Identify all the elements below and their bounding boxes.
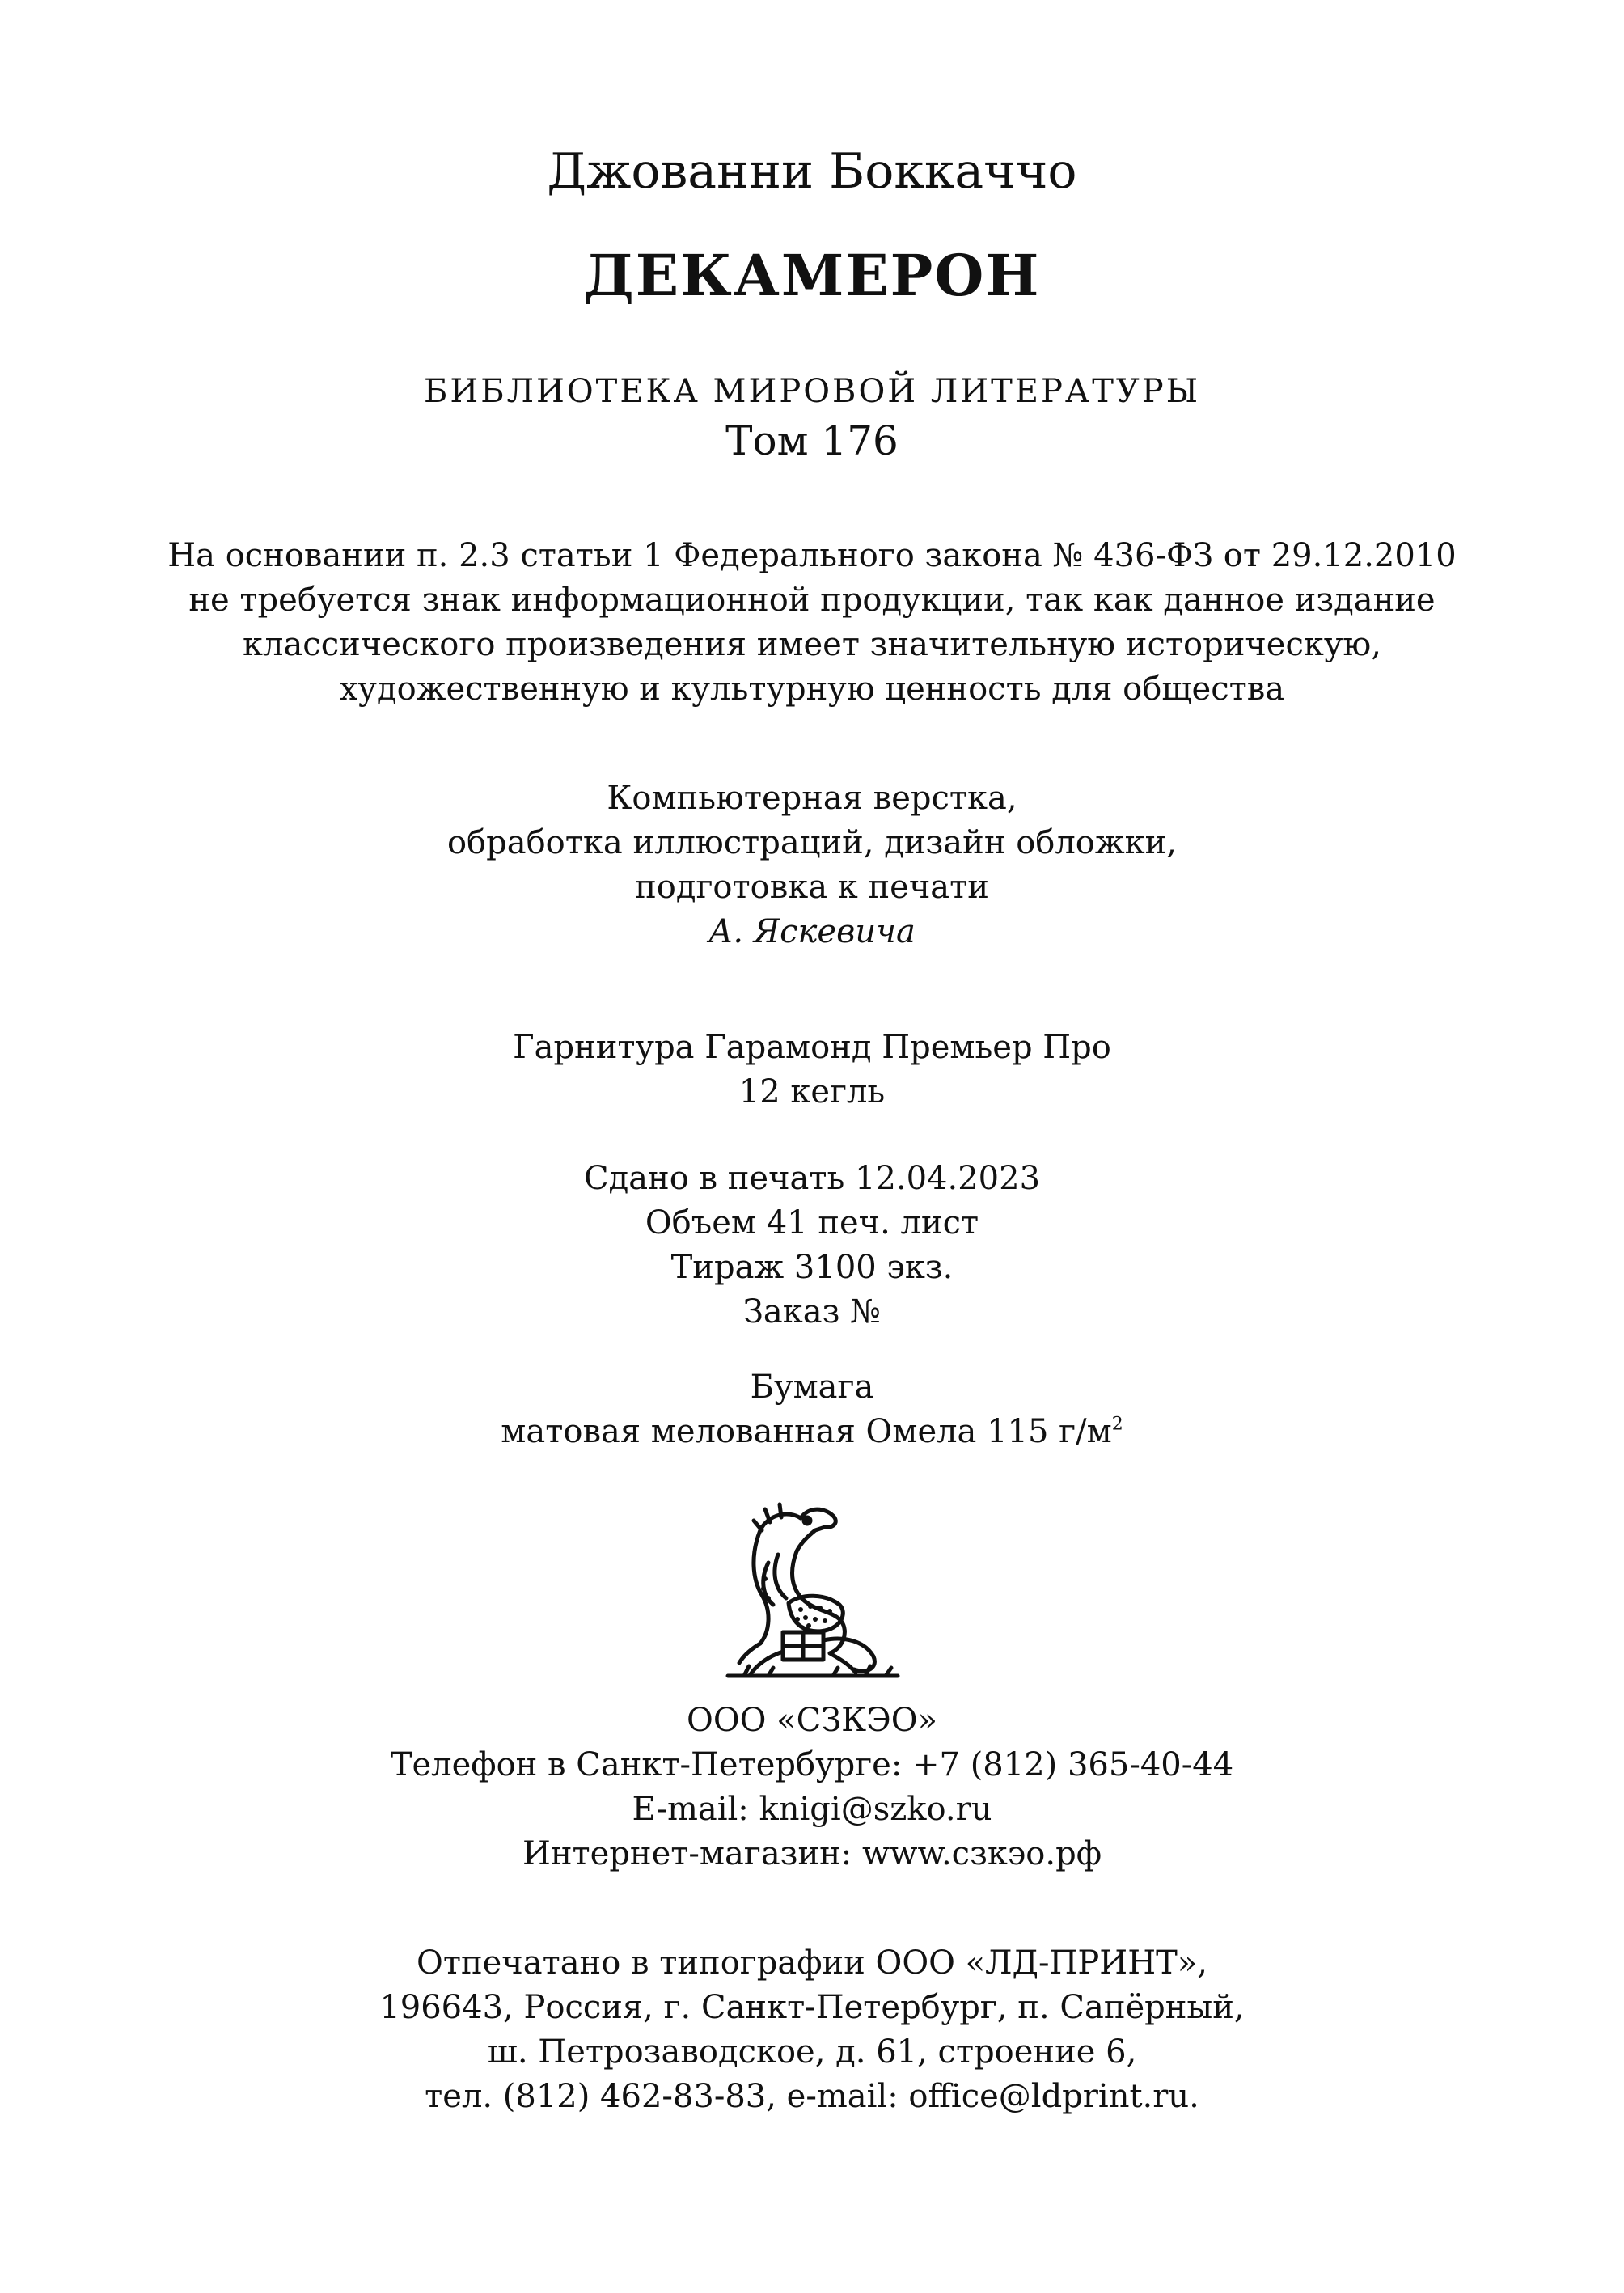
printer-line: Отпечатано в типографии ООО «ЛД-ПРИНТ», [417,1944,1207,1982]
series-line: БИБЛИОТЕКА МИРОВОЙ ЛИТЕРАТУРЫ [423,373,1201,410]
publisher-name: ООО «СЗКЭО» [687,1702,937,1739]
legal-line: классического произведения имеет значительную историческую, [243,626,1381,663]
credits-person: А. Яскевича [708,913,916,950]
book-title [0,239,1624,312]
printer-info [0,1941,1624,2119]
volume-number [0,414,1624,467]
legal-line: На основании п. 2.3 статьи 1 Федерального закона № 436-ФЗ от 29.12.2010 [167,537,1457,574]
author-line: Джованни Боккаччо [547,143,1077,200]
paper-info [0,1365,1624,1454]
printer-line: 196643, Россия, г. Санкт-Петербург, п. Сапёрный, [379,1989,1245,2026]
typeface-size: 12 кегль [738,1073,886,1111]
typeface-name: Гарнитура Гарамонд Премьер Про [513,1029,1111,1066]
paper-label: Бумага [750,1369,874,1406]
paper-description: матовая мелованная Омела 115 г/м [501,1413,1112,1450]
submitted-date: Сдано в печать 12.04.2023 [583,1160,1041,1197]
legal-notice [0,534,1624,712]
credits [0,776,1624,954]
title-line: ДЕКАМЕРОН [583,242,1041,309]
legal-line: художественную и культурную ценность для общества [339,671,1285,708]
publisher-email: E-mail: knigi@szko.ru [632,1791,992,1828]
printing-info [0,1157,1624,1335]
series-name [0,369,1624,414]
print-volume: Объем 41 печ. лист [645,1204,979,1242]
print-run: Тираж 3100 экз. [670,1249,954,1286]
author-name [0,139,1624,204]
publisher-info [0,1699,1624,1876]
printer-line: тел. (812) 462-83-83, e-mail: office@ldprint.ru. [425,2078,1199,2115]
order-number: Заказ № [743,1293,881,1331]
volume-line: Том 176 [725,417,899,464]
publisher-phone: Телефон в Санкт-Петербурге: +7 (812) 365-40-44 [390,1746,1234,1783]
credits-line: Компьютерная верстка, [607,780,1017,817]
legal-line: не требуется знак информационной продукции, так как данное издание [188,582,1436,619]
typeface-info [0,1026,1624,1115]
credits-line: подготовка к печати [635,869,989,906]
publisher-shop: Интернет-магазин: www.сзкэо.рф [522,1835,1102,1872]
paper-unit-superscript: 2 [1111,1414,1123,1435]
griffin-emblem-icon [712,1498,914,1684]
credits-line: обработка иллюстраций, дизайн обложки, [446,824,1178,861]
printer-line: ш. Петрозаводское, д. 61, строение 6, [487,2033,1137,2071]
paper-description-line [0,1410,1624,1454]
